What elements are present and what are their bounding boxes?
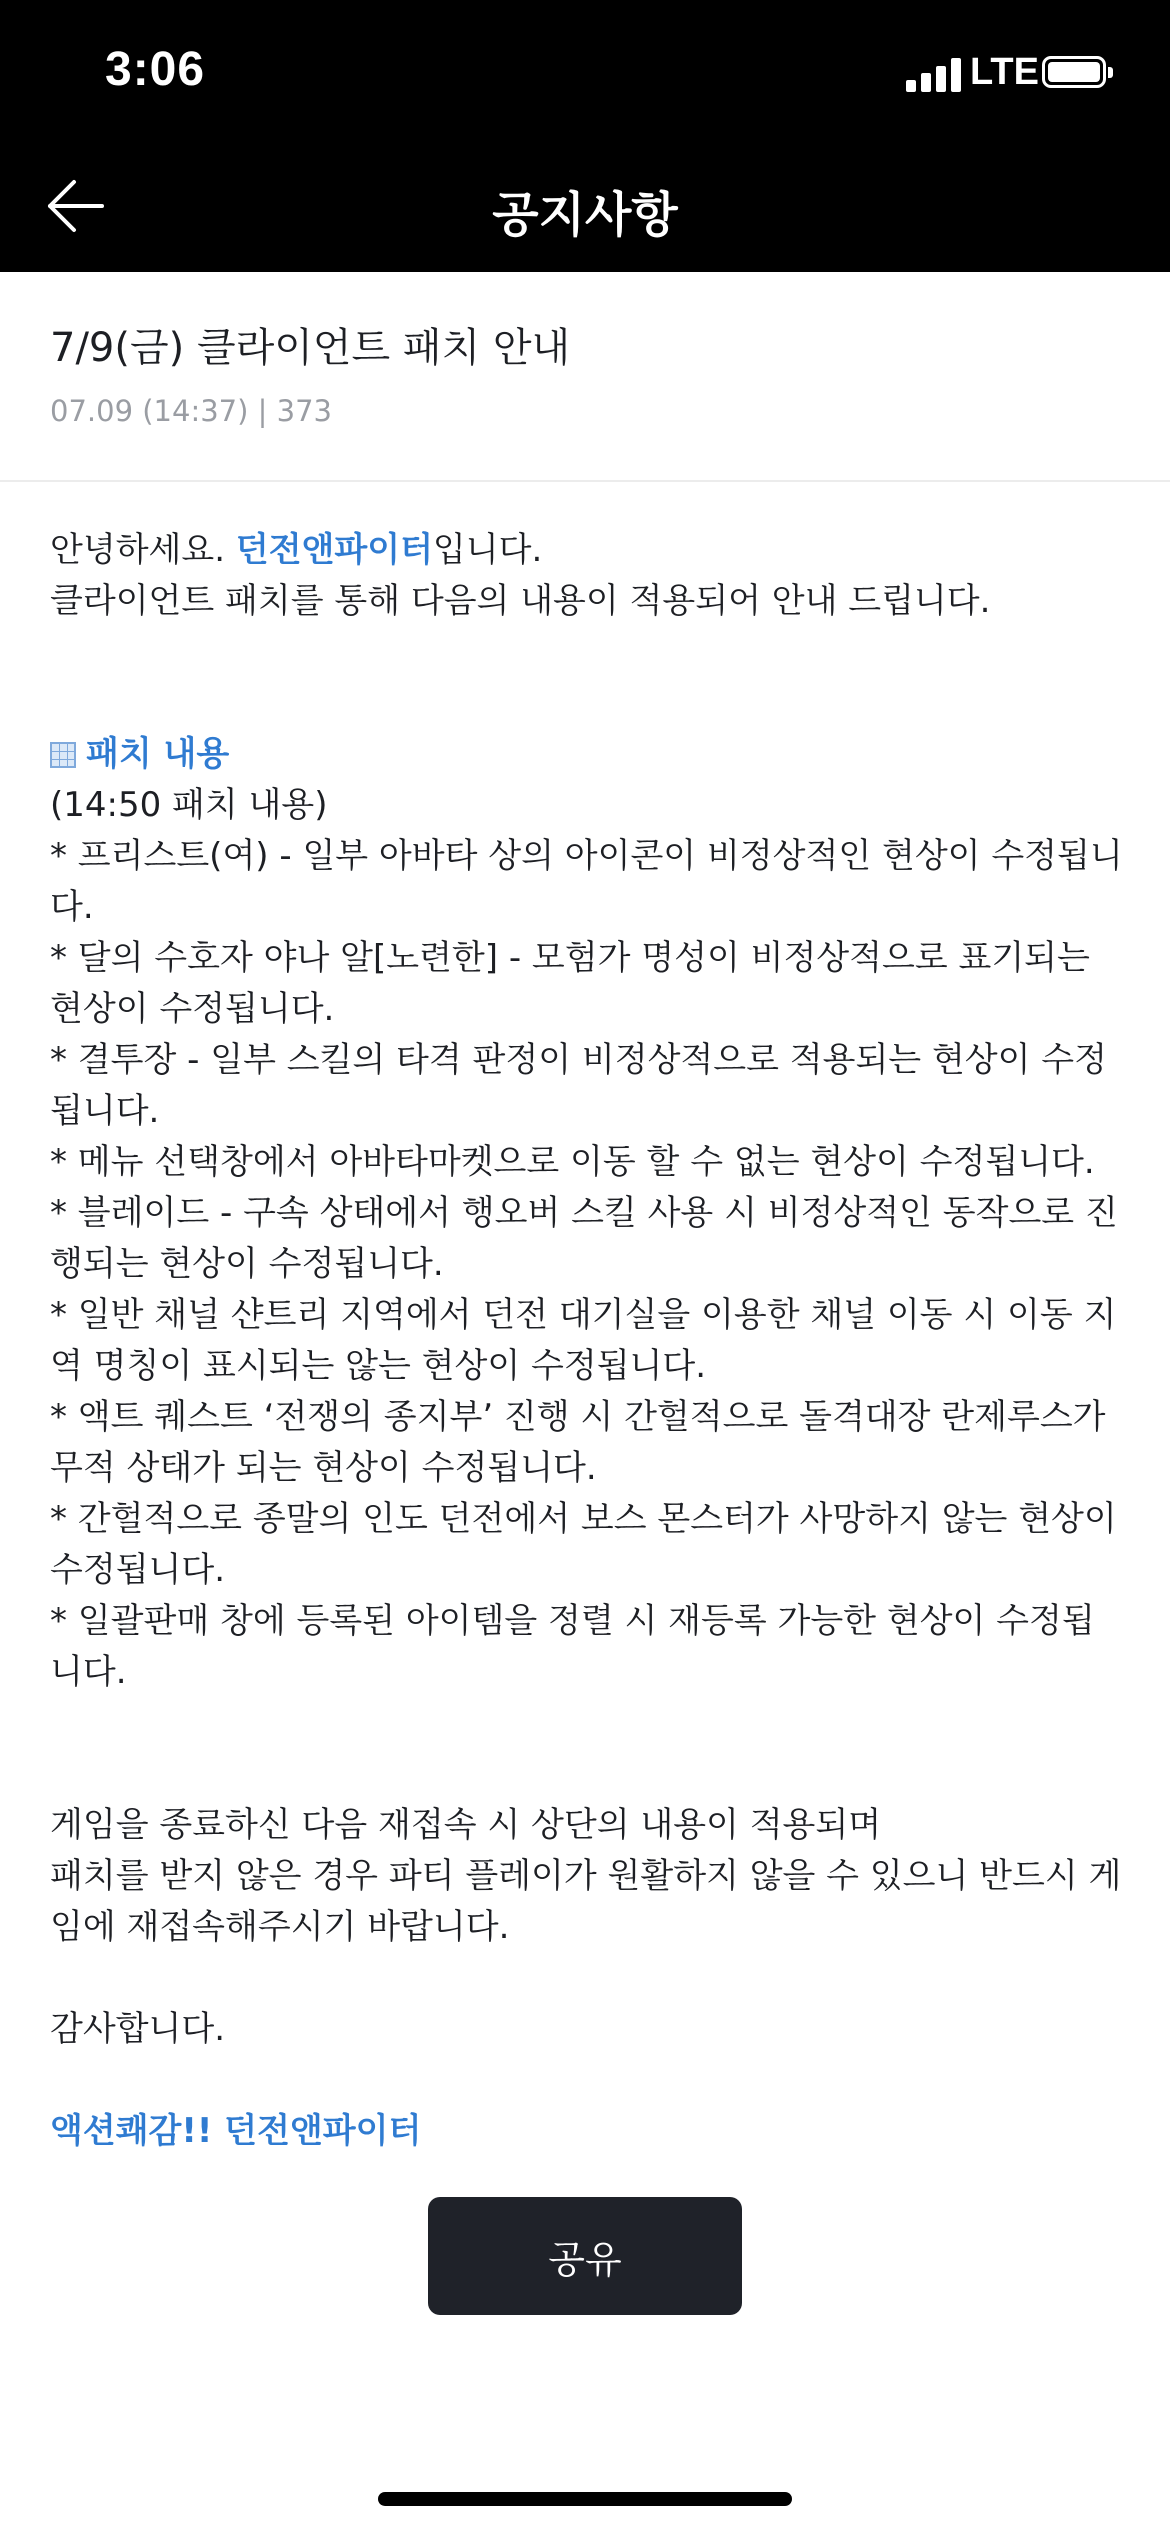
patch-item: * 일반 채널 샨트리 지역에서 던전 대기실을 이용한 채널 이동 시 이동 지역 명칭이 표시되는 않는 현상이 수정됩니다. — [50, 1295, 1117, 1386]
patch-item: * 프리스트(여) - 일부 아바타 상의 아이콘이 비정상적인 현상이 수정됩니다. — [50, 836, 1123, 927]
outro-text: 게임을 종료하신 다음 재접속 시 상단의 내용이 적용되며 — [50, 1805, 882, 1845]
network-label: LTE — [970, 51, 1039, 93]
patch-item: * 달의 수호자 야나 알[노련한] - 모험가 명성이 비정상적으로 표기되는 현상이 수정됩니다. — [50, 938, 1090, 1029]
post-meta: 07.09 (14:37) | 373 — [50, 394, 332, 428]
outro-text: 패치를 받지 않은 경우 파티 플레이가 원활하지 않을 수 있으니 반드시 게임에 재접속해주시기 바랍니다. — [50, 1856, 1122, 1947]
section-heading — [50, 729, 1125, 780]
signature: 액션쾌감!! 던전앤파이터 — [50, 2111, 422, 2151]
patch-item: * 메뉴 선택창에서 아바타마켓으로 이동 할 수 없는 현상이 수정됩니다. — [50, 1142, 1095, 1182]
post-title: 7/9(금) 클라이언트 패치 안내 — [50, 325, 571, 371]
greeting-prefix: 안녕하세요. — [50, 530, 236, 570]
post-header — [0, 272, 1170, 482]
section-title: 패치 내용 — [86, 734, 230, 774]
patch-item: * 일괄판매 창에 등록된 아이템을 정렬 시 재등록 가능한 현상이 수정됩니다. — [50, 1601, 1095, 1692]
greeting-line — [50, 525, 1125, 576]
status-bar — [0, 0, 1170, 140]
patch-item: * 블레이드 - 구속 상태에서 행오버 스킬 사용 시 비정상적인 동작으로 진행되는 현상이 수정됩니다. — [50, 1193, 1118, 1284]
nav-bar — [0, 140, 1170, 272]
intro-text: 클라이언트 패치를 통해 다음의 내용이 적용되어 안내 드립니다. — [50, 581, 991, 621]
status-time: 3:06 — [105, 43, 206, 96]
signal-icon — [906, 58, 962, 92]
post-body — [50, 525, 1125, 2157]
share-button[interactable]: 공유 — [428, 2197, 742, 2315]
grid-icon — [50, 742, 76, 768]
thanks-text: 감사합니다. — [50, 2009, 226, 2049]
home-indicator — [378, 2492, 792, 2506]
brand-name: 던전앤파이터 — [235, 530, 433, 570]
battery-icon — [1042, 56, 1106, 88]
patch-item: * 간헐적으로 종말의 인도 던전에서 보스 몬스터가 사망하지 않는 현상이 수정됩니다. — [50, 1499, 1117, 1590]
page-title: 공지사항 — [492, 187, 678, 243]
greeting-suffix: 입니다. — [432, 530, 543, 570]
patch-time: (14:50 패치 내용) — [50, 785, 328, 825]
patch-item: * 액트 퀘스트 ‘전쟁의 종지부’ 진행 시 간헐적으로 돌격대장 란제루스가 무적 상태가 되는 현상이 수정됩니다. — [50, 1397, 1106, 1488]
patch-item: * 결투장 - 일부 스킬의 타격 판정이 비정상적으로 적용되는 현상이 수정됩니다. — [50, 1040, 1107, 1131]
